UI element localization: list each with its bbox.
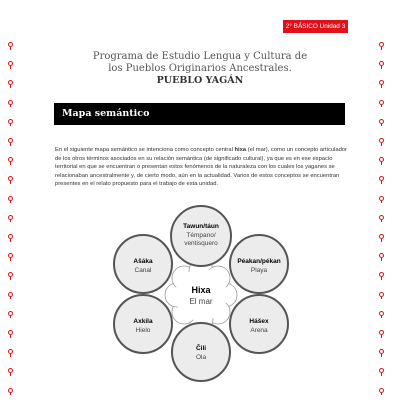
title-line-2: los Pueblos Originarios Ancestrales.: [108, 63, 292, 74]
red-pin-icon: [8, 349, 13, 354]
node-tawun: [171, 206, 231, 266]
semantic-map: [108, 200, 298, 385]
node-hasex: [230, 295, 288, 353]
section-heading: Mapa semántico: [54, 103, 345, 125]
node-meaning-2: ventisquero: [184, 240, 218, 247]
red-pin-icon: [8, 100, 13, 105]
red-pin-icon: [8, 42, 13, 47]
red-pin-icon: [8, 176, 13, 181]
center-flower: [165, 259, 237, 331]
node-cili: [172, 323, 230, 381]
red-pin-icon: [379, 80, 384, 85]
red-pin-icon: [379, 176, 384, 181]
node-axkila: [114, 295, 172, 353]
red-pin-icon: [379, 196, 384, 201]
node-word: Ašáka: [133, 258, 153, 265]
red-pin-icon: [8, 388, 13, 393]
node-meaning: Canal: [134, 267, 152, 274]
red-pin-icon: [8, 157, 13, 162]
intro-paragraph: [55, 146, 347, 189]
node-peakan: [230, 235, 288, 293]
red-pin-icon: [8, 292, 13, 297]
red-pin-icon: [8, 368, 13, 373]
node-meaning: Playa: [250, 267, 268, 274]
node-word: Axkila: [133, 318, 153, 325]
red-pin-icon: [379, 100, 384, 105]
red-pin-icon: [379, 138, 384, 143]
title-line-3: PUEBLO YAGÁN: [156, 75, 244, 86]
red-pin-icon: [8, 138, 13, 143]
red-pin-icon: [379, 42, 384, 47]
red-pin-icon: [379, 253, 384, 258]
paragraph-text-end: (el mar), como un concepto articulador de los otros términos asociados en su relación semántica (de significado cultural), ya que es en ese espacio territorial en que se encuentran o presentan estos fenómenos de la naturaleza con los cuales los yaganes se relacionaban ancestralmente y, de cierto modo, aún en la actualidad. Varios de estos conceptos se encuentran presentes en el relato propuesto para el trabajo de esta unidad.: [55, 147, 347, 188]
red-pin-icon: [379, 349, 384, 354]
red-pin-icon: [379, 292, 384, 297]
node-asaka: [114, 235, 172, 293]
red-pin-icon: [379, 234, 384, 239]
title-line-1: Programa de Estudio Lengua y Cultura de: [92, 51, 308, 62]
center-word: Hixa: [191, 285, 211, 295]
grade-unit-badge: 2° BÁSICO Unidad 3: [283, 20, 348, 33]
red-pin-icon: [379, 311, 384, 316]
node-word: Čili: [195, 345, 207, 352]
red-pin-icon: [8, 311, 13, 316]
red-pin-icon: [379, 368, 384, 373]
red-pin-icon: [379, 157, 384, 162]
red-pin-icon: [8, 215, 13, 220]
node-meaning: Témpano/: [186, 232, 216, 239]
node-meaning: Arena: [250, 327, 268, 334]
red-pin-icon: [379, 61, 384, 66]
red-pin-icon: [379, 330, 384, 335]
paragraph-bold-term: hixa: [234, 147, 247, 153]
red-pin-icon: [379, 119, 384, 124]
document-title: [70, 51, 330, 87]
paragraph-text-start: En el siguiente mapa semántico se intenciona como concepto central: [55, 147, 235, 153]
red-pin-icon: [8, 61, 13, 66]
red-pin-icon: [8, 253, 13, 258]
red-pin-icon: [8, 80, 13, 85]
center-meaning: El mar: [189, 297, 213, 306]
red-pin-icon: [379, 272, 384, 277]
red-pin-icon: [379, 388, 384, 393]
red-pin-icon: [8, 119, 13, 124]
node-meaning: Hielo: [135, 327, 151, 334]
node-meaning: Ola: [195, 354, 207, 361]
red-pin-icon: [8, 330, 13, 335]
node-word: Tawun/táun: [183, 223, 219, 230]
red-pin-icon: [8, 196, 13, 201]
red-pin-icon: [8, 272, 13, 277]
red-pin-icon: [8, 234, 13, 239]
node-word: Péakan/pékan: [237, 258, 281, 265]
node-word: Hášex: [249, 318, 269, 325]
red-pin-icon: [379, 215, 384, 220]
